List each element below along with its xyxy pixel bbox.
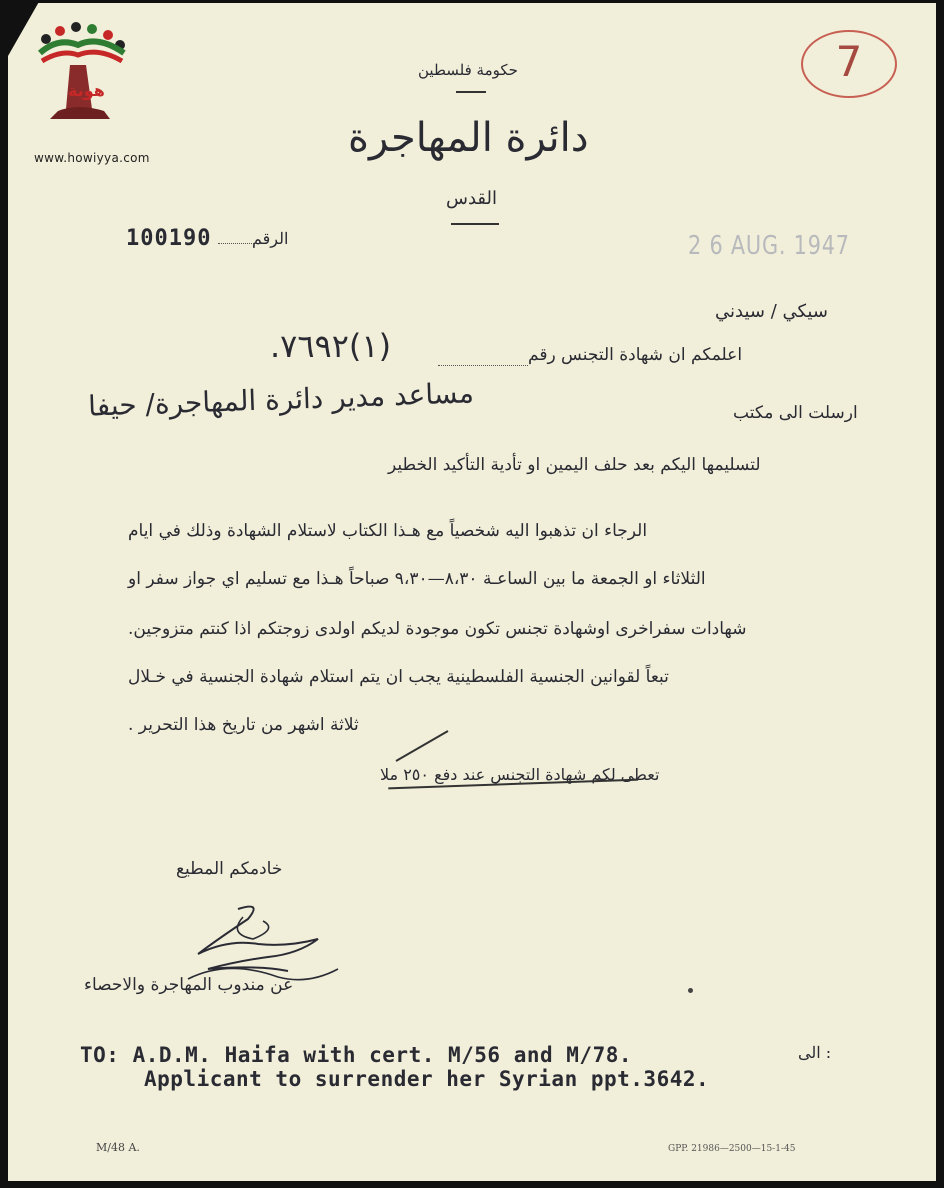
on-behalf-line: عن مندوب المهاجرة والاحصاء [84, 975, 294, 995]
ink-dot [688, 988, 693, 993]
fee-line: تعطى لكم شهادة التجنس عند دفع ٢٥٠ ملا [380, 765, 660, 784]
paragraph-line: تبعاً لقوانين الجنسية الفلسطينية يجب ان يتم استلام شهادة الجنسية في خـلال [128, 667, 669, 687]
dotted-line [438, 365, 528, 366]
paragraph-line: الرجاء ان تذهبوا اليه شخصياً مع هـذا الكتاب لاستلام الشهادة وذلك في ايام [128, 521, 648, 541]
date-stamp: 2 6 AUG. 1947 [688, 231, 850, 261]
paragraph-line: الثلاثاء او الجمعة ما بين الساعـة ٨،٣٠—٩،٣٠ صباحاً هـذا مع تسليم اي جواز سفر او [128, 569, 706, 589]
strike-slash [396, 730, 449, 762]
divider [456, 91, 486, 93]
paragraph-line: شهادات سفراخرى اوشهادة تجنس تكون موجودة لديكم اولدى زوجتكم اذا كنتم متزوجين. [128, 619, 747, 639]
form-code: M/48 A. [96, 1141, 140, 1154]
paragraph-line: ثلاثة اشهر من تاريخ هذا التحرير . [128, 715, 359, 735]
logo-brand: هوية [68, 81, 105, 100]
folio-number-circle: 7 [801, 30, 897, 98]
howiyya-logo [28, 19, 150, 165]
dotted-line [218, 243, 256, 244]
department-title: دائرة المهاجرة [348, 115, 589, 161]
city-name: القدس [446, 188, 498, 209]
tree-icon [28, 19, 138, 134]
address-line-2: Applicant to surrender her Syrian ppt.3642. [144, 1067, 710, 1091]
print-code: GPP. 21986—2500—15-1-45 [668, 1144, 796, 1154]
government-title: حكومة فلسطين [418, 61, 518, 79]
sent-to-office-line: ارسلت الى مكتب [733, 403, 858, 423]
certificate-line: اعلمكم ان شهادة التجنس رقم [528, 345, 743, 365]
to-label-arabic: : الى [798, 1043, 832, 1062]
reference-number-label: الرقم [252, 229, 289, 248]
divider [451, 223, 499, 225]
reference-number-value: 100190 [126, 226, 212, 251]
document-page [8, 3, 936, 1181]
oath-line: لتسليمها اليكم بعد حلف اليمين او تأدية التأكيد الخطير [388, 455, 761, 475]
address-line-1: TO: A.D.M. Haifa with cert. M/56 and M/78. [80, 1043, 633, 1067]
office-handwritten: مساعد مدير دائرة المهاجرة/ حيفا [87, 376, 475, 423]
salutation: سيكي / سيدني [715, 301, 828, 322]
certificate-number-handwritten: (١)٧٦٩٢. [270, 327, 392, 365]
logo-url[interactable]: www.howiyya.com [34, 151, 150, 165]
closing-servant: خادمكم المطيع [176, 859, 283, 879]
